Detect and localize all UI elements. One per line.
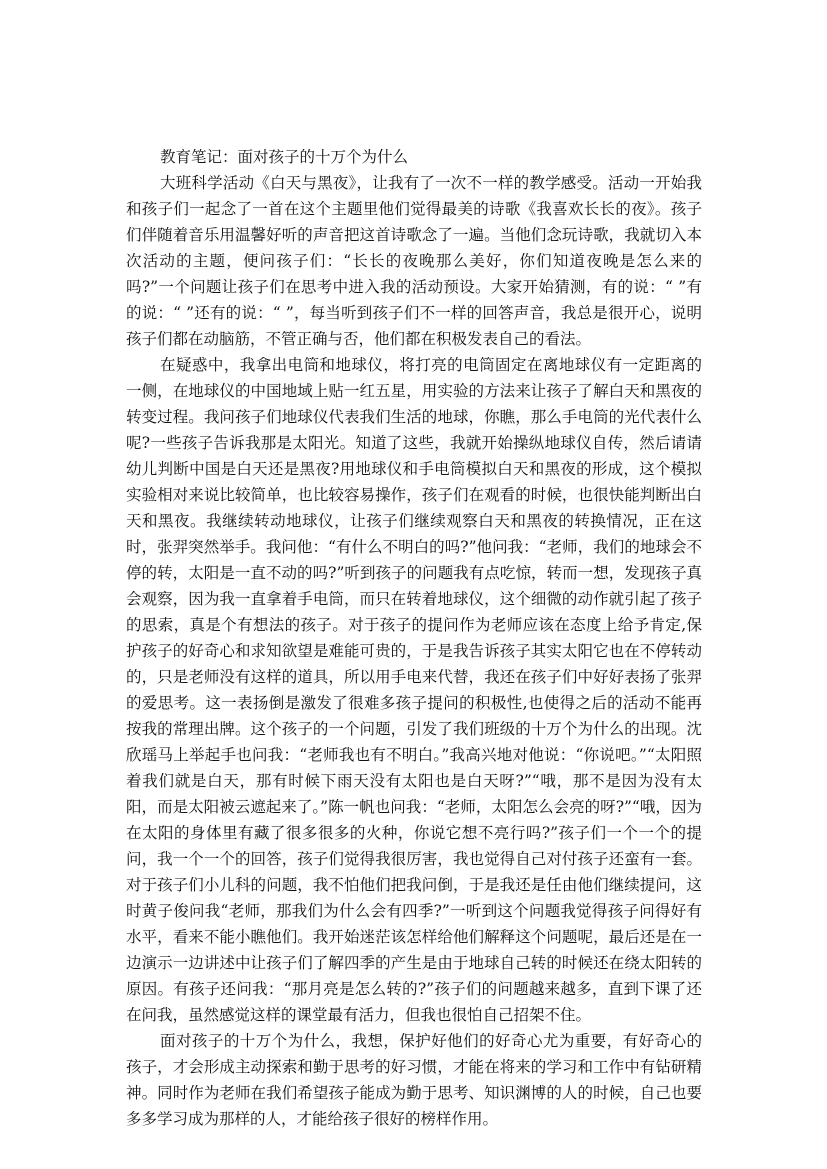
paragraph-reflection: 面对孩子的十万个为什么，我想，保护好他们的好奇心尤为重要，有好奇心的孩子，才会形成主动探索和勤于思考的好习惯，才能在将来的学习和工作中有钻研精神。同时作为老师在我们希望孩子能成为勤于思考、知识渊博的人的时候，自己也要多多学习成为那样的人，才能给孩子很好的榜样作用。 [126, 1032, 702, 1128]
document-page [126, 144, 702, 1132]
paragraph-experiment: 在疑惑中，我拿出电筒和地球仪，将打亮的电筒固定在离地球仪有一定距离的一侧，在地球仪的中国地域上贴一红五星，用实验的方法来让孩子了解白天和黑夜的转变过程。我问孩子们地球仪代表我们生活的地球，你瞧，那么手电筒的光代表什么呢?一些孩子告诉我那是太阳光。知道了这些，我就开始操纵地球仪自传，然后请请幼儿判断中国是白天还是黑夜?用地球仪和手电筒模拟白天和黑夜的形成，这个模拟实验相对来说比较简单，也比较容易操作，孩子们在观看的时候，也很快能判断出白天和黑夜。我继续转动地球仪，让孩子们继续观察白天和黑夜的转换情况，正在这时，张羿突然举手。我问他：“有什么不明白的吗?”他问我：“老师，我们的地球会不停的转，太阳是一直不动的吗?”听到孩子的问题我有点吃惊，转而一想，发现孩子真会观察，因为我一直拿着手电筒，而只在转着地球仪，这个细微的动作就引起了孩子的思索，真是个有想法的孩子。对于孩子的提问作为老师应该在态度上给予肯定,保护孩子的好奇心和求知欲望是难能可贵的，于是我告诉孩子其实太阳它也在不停转动的，只是老师没有这样的道具，所以用手电来代替，我还在孩子们中好好表扬了张羿的爱思考。这一表扬倒是激发了很难多孩子提问的积极性,也使得之后的活动不能再按我的常理出牌。这个孩子的一个问题，引发了我们班级的十万个为什么的出现。沈欣瑶马上举起手也问我：“老师我也有不明白。”我高兴地对他说：“你说吧。”“太阳照着我们就是白天，那有时候下雨天没有太阳也是白天呀?”“哦，那不是因为没有太阳，而是太阳被云遮起来了。”陈一帆也问我：“老师，太阳怎么会亮的呀?”“哦，因为在太阳的身体里有藏了很多很多的火种，你说它想不亮行吗?”孩子们一个一个的提问，我一个一个的回答，孩子们觉得我很厉害，我也觉得自己对付孩子还蛮有一套。对于孩子们小儿科的问题，我不怕他们把我问倒，于是我还是任由他们继续提问，这时黄子俊问我“老师，那我们为什么会有四季?”一听到这个问题我觉得孩子问得好有水平，看来不能小瞧他们。我开始迷茫该怎样给他们解释这个问题呢，最后还是在一边演示一边讲述中让孩子们了解四季的产生是由于地球自己转的时候还在绕太阳转的原因。有孩子还问我：“那月亮是怎么转的?”孩子们的问题越来越多，直到下课了还在问我，虽然感觉这样的课堂最有活力，但我也很怕自己招架不住。 [126, 356, 702, 1024]
paragraph-intro: 大班科学活动《白天与黑夜》，让我有了一次不一样的教学感受。活动一开始我和孩子们一起念了一首在这个主题里他们觉得最美的诗歌《我喜欢长长的夜》。孩子们伴随着音乐用温馨好听的声音把这首诗歌念了一遍。当他们念玩诗歌，我就切入本次活动的主题，便问孩子们：“长长的夜晚那么美好，你们知道夜晚是怎么来的吗?”一个问题让孩子们在思考中进入我的活动预设。大家开始猜测，有的说：“ ”有的说：“ ”还有的说：“ ”，每当听到孩子们不一样的回答声音，我总是很开心，说明孩子们都在动脑筋，不管正确与否，他们都在积极发表自己的看法。 [126, 174, 702, 348]
document-title: 教育笔记：面对孩子的十万个为什么 [160, 148, 409, 166]
